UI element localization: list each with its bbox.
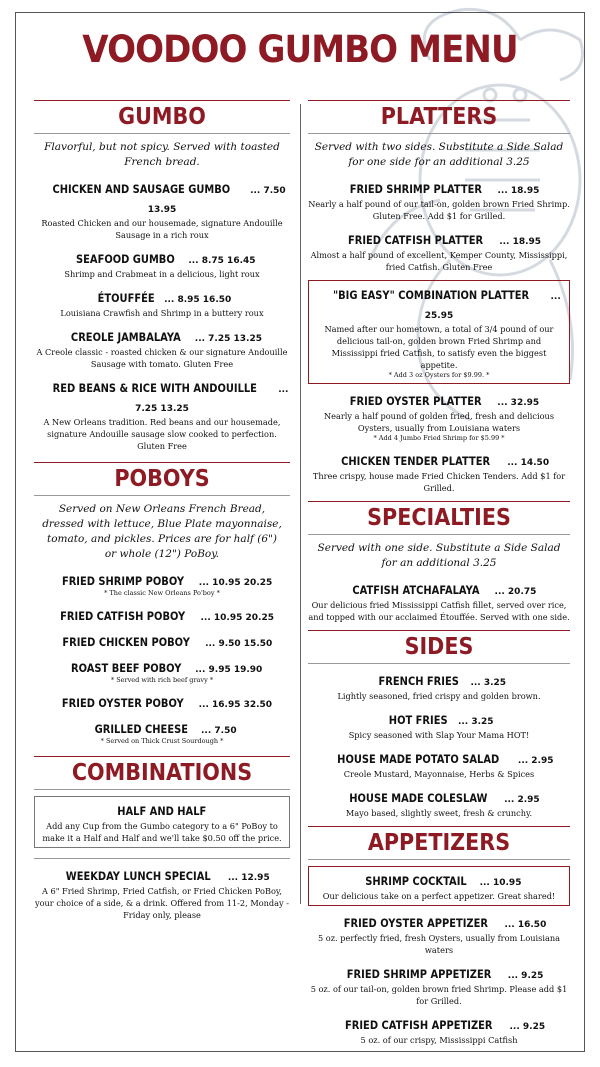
item-price: ... 18.95 bbox=[499, 237, 542, 247]
list-item bbox=[34, 631, 290, 650]
item-name: CHICKEN TENDER PLATTER bbox=[341, 454, 491, 468]
item-note: * Add 3 oz Oysters for $9.99. * bbox=[388, 371, 490, 379]
item-price: ... 32.95 bbox=[497, 398, 540, 408]
item-name: FRIED SHRIMP APPETIZER bbox=[346, 967, 491, 981]
specialties-heading: SPECIALTIES bbox=[367, 505, 511, 531]
combinations-section bbox=[34, 756, 290, 921]
item-name: CREOLE JAMBALAYA bbox=[70, 330, 181, 344]
item-price: ... 9.25 bbox=[509, 1022, 546, 1032]
item-price: ... 16.95 32.50 bbox=[198, 700, 273, 710]
item-description: 5 oz. of our tail-on, golden brown fried Shrimp. Please add $1 for Grilled. bbox=[310, 984, 568, 1006]
platters-section bbox=[308, 100, 570, 494]
poboys-items bbox=[34, 570, 290, 746]
list-item bbox=[308, 963, 570, 1007]
item-description: Roasted Chicken and our housemade, signature Andouille Sausage in a rich roux bbox=[41, 218, 283, 240]
list-item bbox=[308, 670, 570, 702]
list-item bbox=[34, 178, 290, 241]
item-price: ... 7.25 13.25 bbox=[135, 385, 289, 414]
item-name: GRILLED CHEESE bbox=[94, 722, 189, 736]
item-name: FRIED CHICKEN POBOY bbox=[62, 635, 190, 649]
item-description: Add any Cup from the Gumbo category to a 6" PoBoy to make it a Half and Half and we'll take $0.50 off the price. bbox=[42, 821, 282, 843]
list-item bbox=[34, 377, 290, 452]
item-description: Our delicious take on a perfect appetizer. Great shared! bbox=[322, 891, 556, 901]
platters-items bbox=[308, 178, 570, 494]
list-item bbox=[308, 280, 570, 384]
section-rule bbox=[34, 789, 290, 790]
appetizers-heading: APPETIZERS bbox=[367, 830, 511, 856]
item-price: ... 2.95 bbox=[517, 756, 554, 766]
list-item bbox=[39, 800, 285, 844]
item-description: Shrimp and Crabmeat in a delicious, light roux bbox=[64, 269, 260, 279]
item-price: ... 3.25 bbox=[470, 678, 507, 688]
item-description: A New Orleans tradition. Red beans and our housemade, signature Andouille sausage slow cooked to perfection. Gluten Free bbox=[43, 417, 281, 451]
specialties-section bbox=[308, 501, 570, 623]
item-description: Spicy seasoned with Slap Your Mama HOT! bbox=[348, 730, 530, 740]
item-description: 5 oz. of our crispy, Mississippi Catfish bbox=[360, 1035, 518, 1045]
list-item bbox=[34, 692, 290, 711]
item-name: CATFISH ATCHAFALAYA bbox=[351, 583, 480, 597]
list-item bbox=[34, 326, 290, 370]
specialties-items bbox=[308, 579, 570, 623]
item-name: SEAFOOD GUMBO bbox=[76, 252, 176, 266]
item-note: * Served on Thick Crust Sourdough * bbox=[100, 737, 224, 745]
item-price: ... 10.95 20.25 bbox=[200, 613, 274, 623]
item-price: ... 14.50 bbox=[507, 458, 550, 468]
sides-items bbox=[308, 670, 570, 819]
list-item bbox=[34, 570, 290, 598]
appetizers-items bbox=[308, 866, 570, 1046]
list-item bbox=[308, 866, 570, 906]
list-item bbox=[34, 865, 290, 921]
gumbo-intro: Flavorful, but not spicy. Served with toasted French bread. bbox=[44, 141, 280, 168]
item-description: Lightly seasoned, fried crispy and golden brown. bbox=[337, 691, 541, 701]
item-price: ... 9.50 15.50 bbox=[205, 639, 273, 649]
list-item bbox=[308, 579, 570, 623]
item-name: FRIED CATFISH APPETIZER bbox=[344, 1018, 493, 1032]
item-name: WEEKDAY LUNCH SPECIAL bbox=[66, 869, 211, 883]
specialties-intro: Served with one side. Substitute a Side Salad for an additional 3.25 bbox=[317, 542, 561, 569]
item-note: * The classic New Orleans Po'boy * bbox=[104, 589, 220, 597]
item-description: A 6" Fried Shrimp, Fried Catfish, or Fried Chicken PoBoy, your choice of a side, & a drink. Offered from 11-2, Monday - Friday only, please bbox=[34, 886, 290, 920]
item-name: HOUSE MADE POTATO SALAD bbox=[337, 752, 500, 766]
item-name: HOT FRIES bbox=[389, 713, 449, 727]
list-item bbox=[308, 748, 570, 780]
item-description: Mayo based, slightly sweet, fresh & crunchy. bbox=[345, 808, 533, 818]
gumbo-heading: GUMBO bbox=[118, 104, 206, 130]
left-column bbox=[34, 100, 290, 928]
poboys-section bbox=[34, 462, 290, 746]
item-note: * Add 4 Jumbo Fried Shrimp for $5.99 * bbox=[373, 434, 505, 442]
item-description: Creole Mustard, Mayonnaise, Herbs & Spices bbox=[343, 769, 535, 779]
right-column bbox=[308, 100, 570, 1053]
section-rule bbox=[34, 495, 290, 496]
item-price: ... 8.95 16.50 bbox=[164, 295, 232, 305]
item-description: Louisiana Crawfish and Shrimp in a buttery roux bbox=[60, 308, 264, 318]
item-price: ... 9.95 19.90 bbox=[195, 665, 263, 675]
page-title: VOODOO GUMBO MENU bbox=[82, 28, 518, 71]
item-price: ... 7.25 13.25 bbox=[194, 334, 262, 344]
item-name: HOUSE MADE COLESLAW bbox=[349, 791, 488, 805]
section-rule bbox=[308, 133, 570, 134]
item-name: CHICKEN AND SAUSAGE GUMBO bbox=[52, 182, 231, 196]
platters-heading: PLATTERS bbox=[380, 104, 498, 130]
item-name: FRIED CATFISH POBOY bbox=[60, 609, 186, 623]
list-item bbox=[34, 287, 290, 319]
item-description: Our delicious fried Mississippi Catfish fillet, served over rice, and topped with our acclaimed Étouffée. Served with one side. bbox=[308, 600, 570, 622]
item-price: ... 18.95 bbox=[497, 186, 540, 196]
item-name: HALF AND HALF bbox=[117, 804, 207, 818]
item-name: SHRIMP COCKTAIL bbox=[364, 874, 467, 888]
column-divider bbox=[300, 104, 301, 904]
list-item bbox=[308, 1014, 570, 1046]
section-rule bbox=[34, 133, 290, 134]
list-item bbox=[34, 718, 290, 746]
gumbo-section bbox=[34, 100, 290, 452]
section-rule bbox=[308, 663, 570, 664]
list-item bbox=[308, 787, 570, 819]
item-name: "BIG EASY" COMBINATION PLATTER bbox=[333, 288, 530, 302]
sides-section bbox=[308, 630, 570, 819]
list-item bbox=[34, 605, 290, 624]
list-item bbox=[308, 912, 570, 956]
list-item bbox=[308, 178, 570, 222]
platters-intro: Served with two sides. Substitute a Side Salad for one side for an additional 3.25 bbox=[314, 141, 564, 168]
list-item bbox=[34, 248, 290, 280]
item-description: Named after our hometown, a total of 3/4 pound of our delicious tail-on, golden brown Fried Shrimp and Mississippi fried Catfish, to satisfy even the biggest appetite. bbox=[324, 324, 554, 370]
item-description: Three crispy, house made Fried Chicken Tenders. Add $1 for Grilled. bbox=[312, 471, 566, 493]
item-description: Nearly a half pound of golden fried, fresh and delicious Oysters, usually from Louisiana waters bbox=[323, 411, 555, 433]
section-rule bbox=[34, 858, 290, 859]
section-rule bbox=[308, 534, 570, 535]
item-price: ... 12.95 bbox=[227, 873, 270, 883]
item-price: ... 8.75 16.45 bbox=[188, 256, 256, 266]
item-description: Nearly a half pound of our tail-on, golden brown Fried Shrimp. Gluten Free. Add $1 for Grilled. bbox=[308, 199, 570, 221]
poboys-intro: Served on New Orleans French Bread, dressed with lettuce, Blue Plate mayonnaise, tomato, and pickles. Prices are for half (6") or whole (12") PoBoy. bbox=[42, 503, 282, 560]
item-name: RED BEANS & RICE WITH ANDOUILLE bbox=[52, 381, 257, 395]
gumbo-items bbox=[34, 178, 290, 452]
item-description: Almost a half pound of excellent, Kemper County, Mississippi, fried Catfish. Gluten Free bbox=[310, 250, 568, 272]
sides-heading: SIDES bbox=[404, 634, 474, 660]
poboys-heading: POBOYS bbox=[114, 466, 210, 492]
item-price: ... 7.50 13.95 bbox=[147, 186, 286, 215]
item-description: A Creole classic - roasted chicken & our signature Andouille Sausage with tomato. Gluten Free bbox=[36, 347, 288, 369]
list-item bbox=[308, 450, 570, 494]
list-item bbox=[308, 709, 570, 741]
appetizers-section bbox=[308, 826, 570, 1046]
item-description: 5 oz. perfectly fried, fresh Oysters, usually from Louisiana waters bbox=[317, 933, 561, 955]
half-and-half-box bbox=[34, 796, 290, 848]
item-price: ... 25.95 bbox=[424, 292, 561, 321]
item-price: ... 10.95 20.25 bbox=[198, 578, 273, 588]
item-name: FRIED OYSTER PLATTER bbox=[349, 394, 482, 408]
item-price: ... 2.95 bbox=[504, 795, 540, 805]
item-price: ... 3.25 bbox=[457, 717, 494, 727]
item-price: ... 7.50 bbox=[201, 726, 237, 736]
list-item bbox=[308, 390, 570, 443]
item-name: FRIED CATFISH PLATTER bbox=[347, 233, 484, 247]
item-name: FRIED OYSTER POBOY bbox=[61, 696, 184, 710]
item-note: * Served with rich beef gravy * bbox=[110, 676, 214, 684]
item-name: ROAST BEEF POBOY bbox=[70, 661, 182, 675]
item-name: FRIED OYSTER APPETIZER bbox=[343, 916, 488, 930]
list-item bbox=[34, 657, 290, 685]
section-rule bbox=[308, 859, 570, 860]
item-price: ... 20.75 bbox=[494, 587, 537, 597]
combinations-heading: COMBINATIONS bbox=[71, 760, 253, 786]
item-price: ... 16.50 bbox=[504, 920, 547, 930]
item-name: FRENCH FRIES bbox=[378, 674, 459, 688]
item-price: ... 9.25 bbox=[507, 971, 544, 981]
item-name: FRIED SHRIMP POBOY bbox=[61, 574, 184, 588]
item-name: FRIED SHRIMP PLATTER bbox=[349, 182, 482, 196]
item-price: ... 10.95 bbox=[479, 878, 522, 888]
list-item bbox=[308, 229, 570, 273]
item-name: ÉTOUFFÉE bbox=[97, 291, 155, 305]
